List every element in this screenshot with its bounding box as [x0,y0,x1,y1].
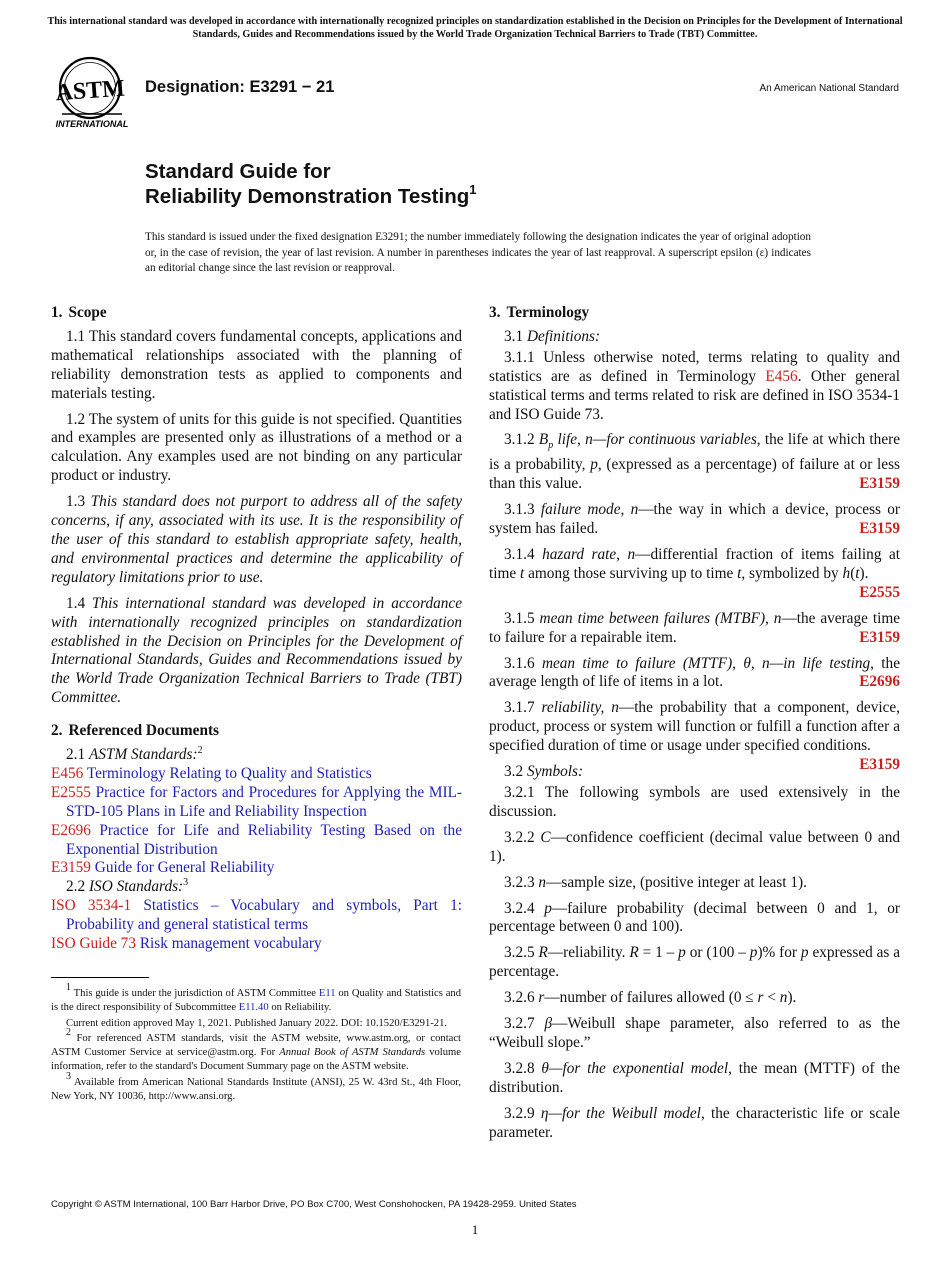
symbol-3-2-8: 3.2.8 θ—for the exponential model, the mean (MTTF) of the distribution. [489,1059,900,1096]
symbols-label: 3.2 Symbols: [504,763,584,781]
symbol-3-2-7: 3.2.7 β—Weibull shape parameter, also referred to as the “Weibull slope.” [489,1015,900,1051]
iso-standards-label: 2.2 ISO Standards:$^3$ [66,877,189,896]
symbol-3-2-3: 3.2.3 n—sample size, (positive integer at least 1). [504,873,807,891]
footnote-1: $^1$ This guide is under the jurisdiction of ASTM Committee E11 on Quality and Statistics and is the direct responsibility of Subcommittee E11.40 on Reliability. [51,982,461,1013]
scope-1-3: 1.3 This standard does not purport to address all of the safety concerns, if any, associated with its use. It is the responsibility of the user of this standard to establish appropriate safety, health, and environmental practices and determine the applicability of regulatory limitations prior to use. [51,493,462,586]
section-terminology-heading: 3. Terminology [489,304,590,321]
astm-reference-list [51,765,462,878]
definition-3-1-5: 3.1.5 mean time between failures (MTBF), n—the average time to failure for a repairable item. E3159 [489,609,901,646]
reference-entry[interactable]: E456 Terminology Relating to Quality and Statistics [51,764,372,782]
reference-entry[interactable]: ISO 3534-1 Statistics – Vocabulary and symbols, Part 1: Probability and general statistical terms [51,897,463,934]
definition-3-1-7: 3.1.7 reliability, n—the probability that a component, device, product, process or system will function or fulfill a function after a specified duration of time or usage under specified conditions. E3159 [489,699,900,774]
astm-standards-label: 2.1 ASTM Standards:$^2$ [66,745,203,764]
iso-reference-list [51,897,462,954]
page-number: 1 [471,1222,479,1237]
document-title [145,159,476,209]
reference-entry[interactable]: E2696 Practice for Life and Reliability Testing Based on the Exponential Distribution [51,821,462,858]
footnotes [51,982,461,1105]
logo-text: INTERNATIONAL [55,119,129,129]
link-e456[interactable]: E456 [765,367,798,385]
reference-entry[interactable]: E3159 Guide for General Reliability [51,859,275,877]
scope-1-1: 1.1 This standard covers fundamental concepts, applications and mathematical relationships associated with the planning of reliability demonstration tests as applied to components and materials testing. [51,327,462,402]
ref-e3159[interactable]: E3159 [859,475,900,493]
symbol-3-2-6: 3.2.6 r—number of failures allowed (0 ≤ r < n). [504,989,797,1007]
definitions-label: 3.1 Definitions: [504,327,601,345]
scope-1-2: 1.2 The system of units for this guide is not specified. Quantities and examples are presented only as illustrations of a method or a calculation. Any examples used are not binding on any particular product or industry. [51,410,462,485]
reference-entry[interactable]: ISO Guide 73 Risk management vocabulary [51,935,322,953]
title-line-2: Reliability Demonstration Testing [145,185,470,208]
right-column [489,304,900,1149]
symbol-3-2-9: 3.2.9 η—for the Weibull model, the characteristic life or scale parameter. [489,1104,900,1141]
definition-3-1-4: 3.1.4 hazard rate, n—differential fraction of items failing at time t among those surviving up to time t, symbolized by h(t). [489,546,900,582]
symbol-3-2-4: 3.2.4 p—failure probability (decimal between 0 and 1, or percentage between 0 and 100). [489,899,900,936]
left-column [51,304,462,954]
issue-note: This standard is issued under the fixed designation E3291; the number immediately following the designation indicates the year of original adoption or, in the case of revision, the year of last revision. A number in parentheses indicates the year of last reapproval. A superscript epsilon (ε) indicates an editorial change since the last revision or reapproval. [145,231,811,275]
footnote-1-edition: Current edition approved May 1, 2021. Published January 2022. DOI: 10.1520/E3291-21. [66,1017,448,1029]
ref-e2696[interactable]: E2696 [859,673,900,691]
symbol-3-2-2: 3.2.2 C—confidence coefficient (decimal value between 0 and 1). [489,828,900,865]
footnote-divider [51,977,149,978]
definition-3-1-1: 3.1.1 Unless otherwise noted, terms relating to quality and statistics are as defined in Terminology E456. Other general statistical terms and terms related to risk are defined in ISO 3534-1 and ISO Guide 73. [489,348,901,423]
logo-letters: ASTM [54,75,126,107]
ref-e3159[interactable]: E3159 [859,628,900,646]
definition-3-1-3: 3.1.3 failure mode, n—the way in which a device, process or system has failed. E3159 [489,501,901,538]
scope-1-4: 1.4 This international standard was developed in accordance with internationally recognized principles on standardization established in the Decision on Principles for the Development of International Standards, Guides and Recommendations issued by the World Trade Organization Technical Barriers to Trade (TBT) Committee. [51,594,462,707]
link-e11[interactable]: E11 [318,988,336,999]
wto-notice: This international standard was developed in accordance with internationally recognized principles on standardization established in the Decision on Principles for the Development of International Standards, Guides and Recommendations issued by the World Trade Organization Technical Barriers to Trade (TBT) Committee. [47,16,903,40]
reference-entry[interactable]: E2555 Practice for Factors and Procedures for Applying the MIL-STD-105 Plans in Life and Reliability Inspection [51,783,463,820]
designation: Designation: E3291 − 21 [145,78,335,96]
definition-3-1-2: 3.1.2 $B_p$ life, n—for continuous variables, the life at which there is a probability, p, (expressed as a percentage) of failure at or less than this value. E3159 [489,431,900,493]
astm-logo-icon [52,56,134,132]
section-referenced-heading: 2. Referenced Documents [51,722,220,740]
copyright: Copyright © ASTM International, 100 Barr Harbor Drive, PO Box C700, West Conshohocken, PA 19428-2959. United States [51,1199,577,1210]
symbol-3-2-5: 3.2.5 R—reliability. R = 1 – p or (100 – p)% for p expressed as a percentage. [489,944,901,981]
symbol-3-2-1: 3.2.1 The following symbols are used extensively in the discussion. [489,783,900,820]
ref-e2555[interactable]: E2555 [859,583,900,601]
ref-e3159[interactable]: E3159 [859,756,900,774]
american-national-standard-label: An American National Standard [759,83,899,94]
link-e11-40[interactable]: E11.40 [238,1001,269,1013]
ref-e3159[interactable]: E3159 [859,520,900,538]
footnote-3: $^3$ Available from American National Standards Institute (ANSI), 25 W. 43rd St., 4th Floor, New York, NY 10036, http://www.ansi.org. [51,1070,461,1102]
definition-3-1-6: 3.1.6 mean time to failure (MTTF), θ, n—in life testing, the average length of life of items in a lot. E2696 [489,654,900,691]
section-scope-heading: 1. Scope [51,304,107,321]
footnote-2: $^2$ For referenced ASTM standards, visit the ASTM website, www.astm.org, or contact ASTM Customer Service at service@astm.org. For Annual Book of ASTM Standards volume information, refer to the standard's Document Summary page on the ASTM website. [51,1027,461,1072]
title-footnote-mark: 1 [469,182,477,197]
title-line-1: Standard Guide for [145,160,331,183]
